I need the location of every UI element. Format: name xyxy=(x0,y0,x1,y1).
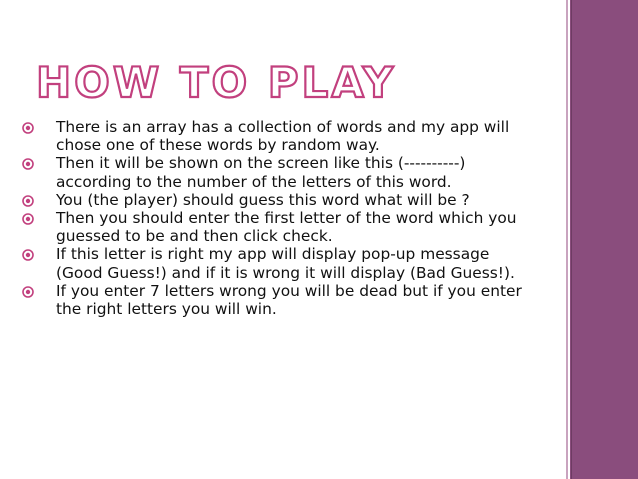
slide-title: HOW TO PLAY xyxy=(36,58,397,107)
bullet-text: Then you should enter the first letter of the word which you guessed to be and then click check. xyxy=(56,209,517,246)
bullet-text: If you enter 7 letters wrong you will be dead but if you enter the right letters you will win. xyxy=(56,281,522,319)
circle-bullet-icon xyxy=(22,213,34,225)
bullet-item xyxy=(18,209,538,245)
bullet-item xyxy=(18,245,538,281)
sidebar-edge xyxy=(571,0,572,479)
circle-bullet-icon xyxy=(22,195,34,207)
bullet-text: There is an array has a collection of words and my app will chose one of these words by random way. xyxy=(56,118,510,155)
sidebar-divider-line xyxy=(566,0,568,479)
circle-bullet-icon xyxy=(22,286,34,298)
bullet-item xyxy=(18,118,538,154)
bullet-item xyxy=(18,154,538,190)
bullet-text: If this letter is right my app will display pop-up message (Good Guess!) and if it is wrong it will display (Bad Guess!). xyxy=(56,245,515,282)
circle-bullet-icon xyxy=(22,158,34,170)
bullet-item xyxy=(18,282,538,318)
bullet-text: Then it will be shown on the screen like this (----------) according to the number of the letters of this word. xyxy=(56,154,466,191)
bullet-item xyxy=(18,191,538,209)
circle-bullet-icon xyxy=(22,249,34,261)
circle-bullet-icon xyxy=(22,122,34,134)
bullet-text: You (the player) should guess this word what will be ? xyxy=(56,190,470,209)
decorative-sidebar xyxy=(570,0,638,479)
bullet-list xyxy=(18,118,538,318)
